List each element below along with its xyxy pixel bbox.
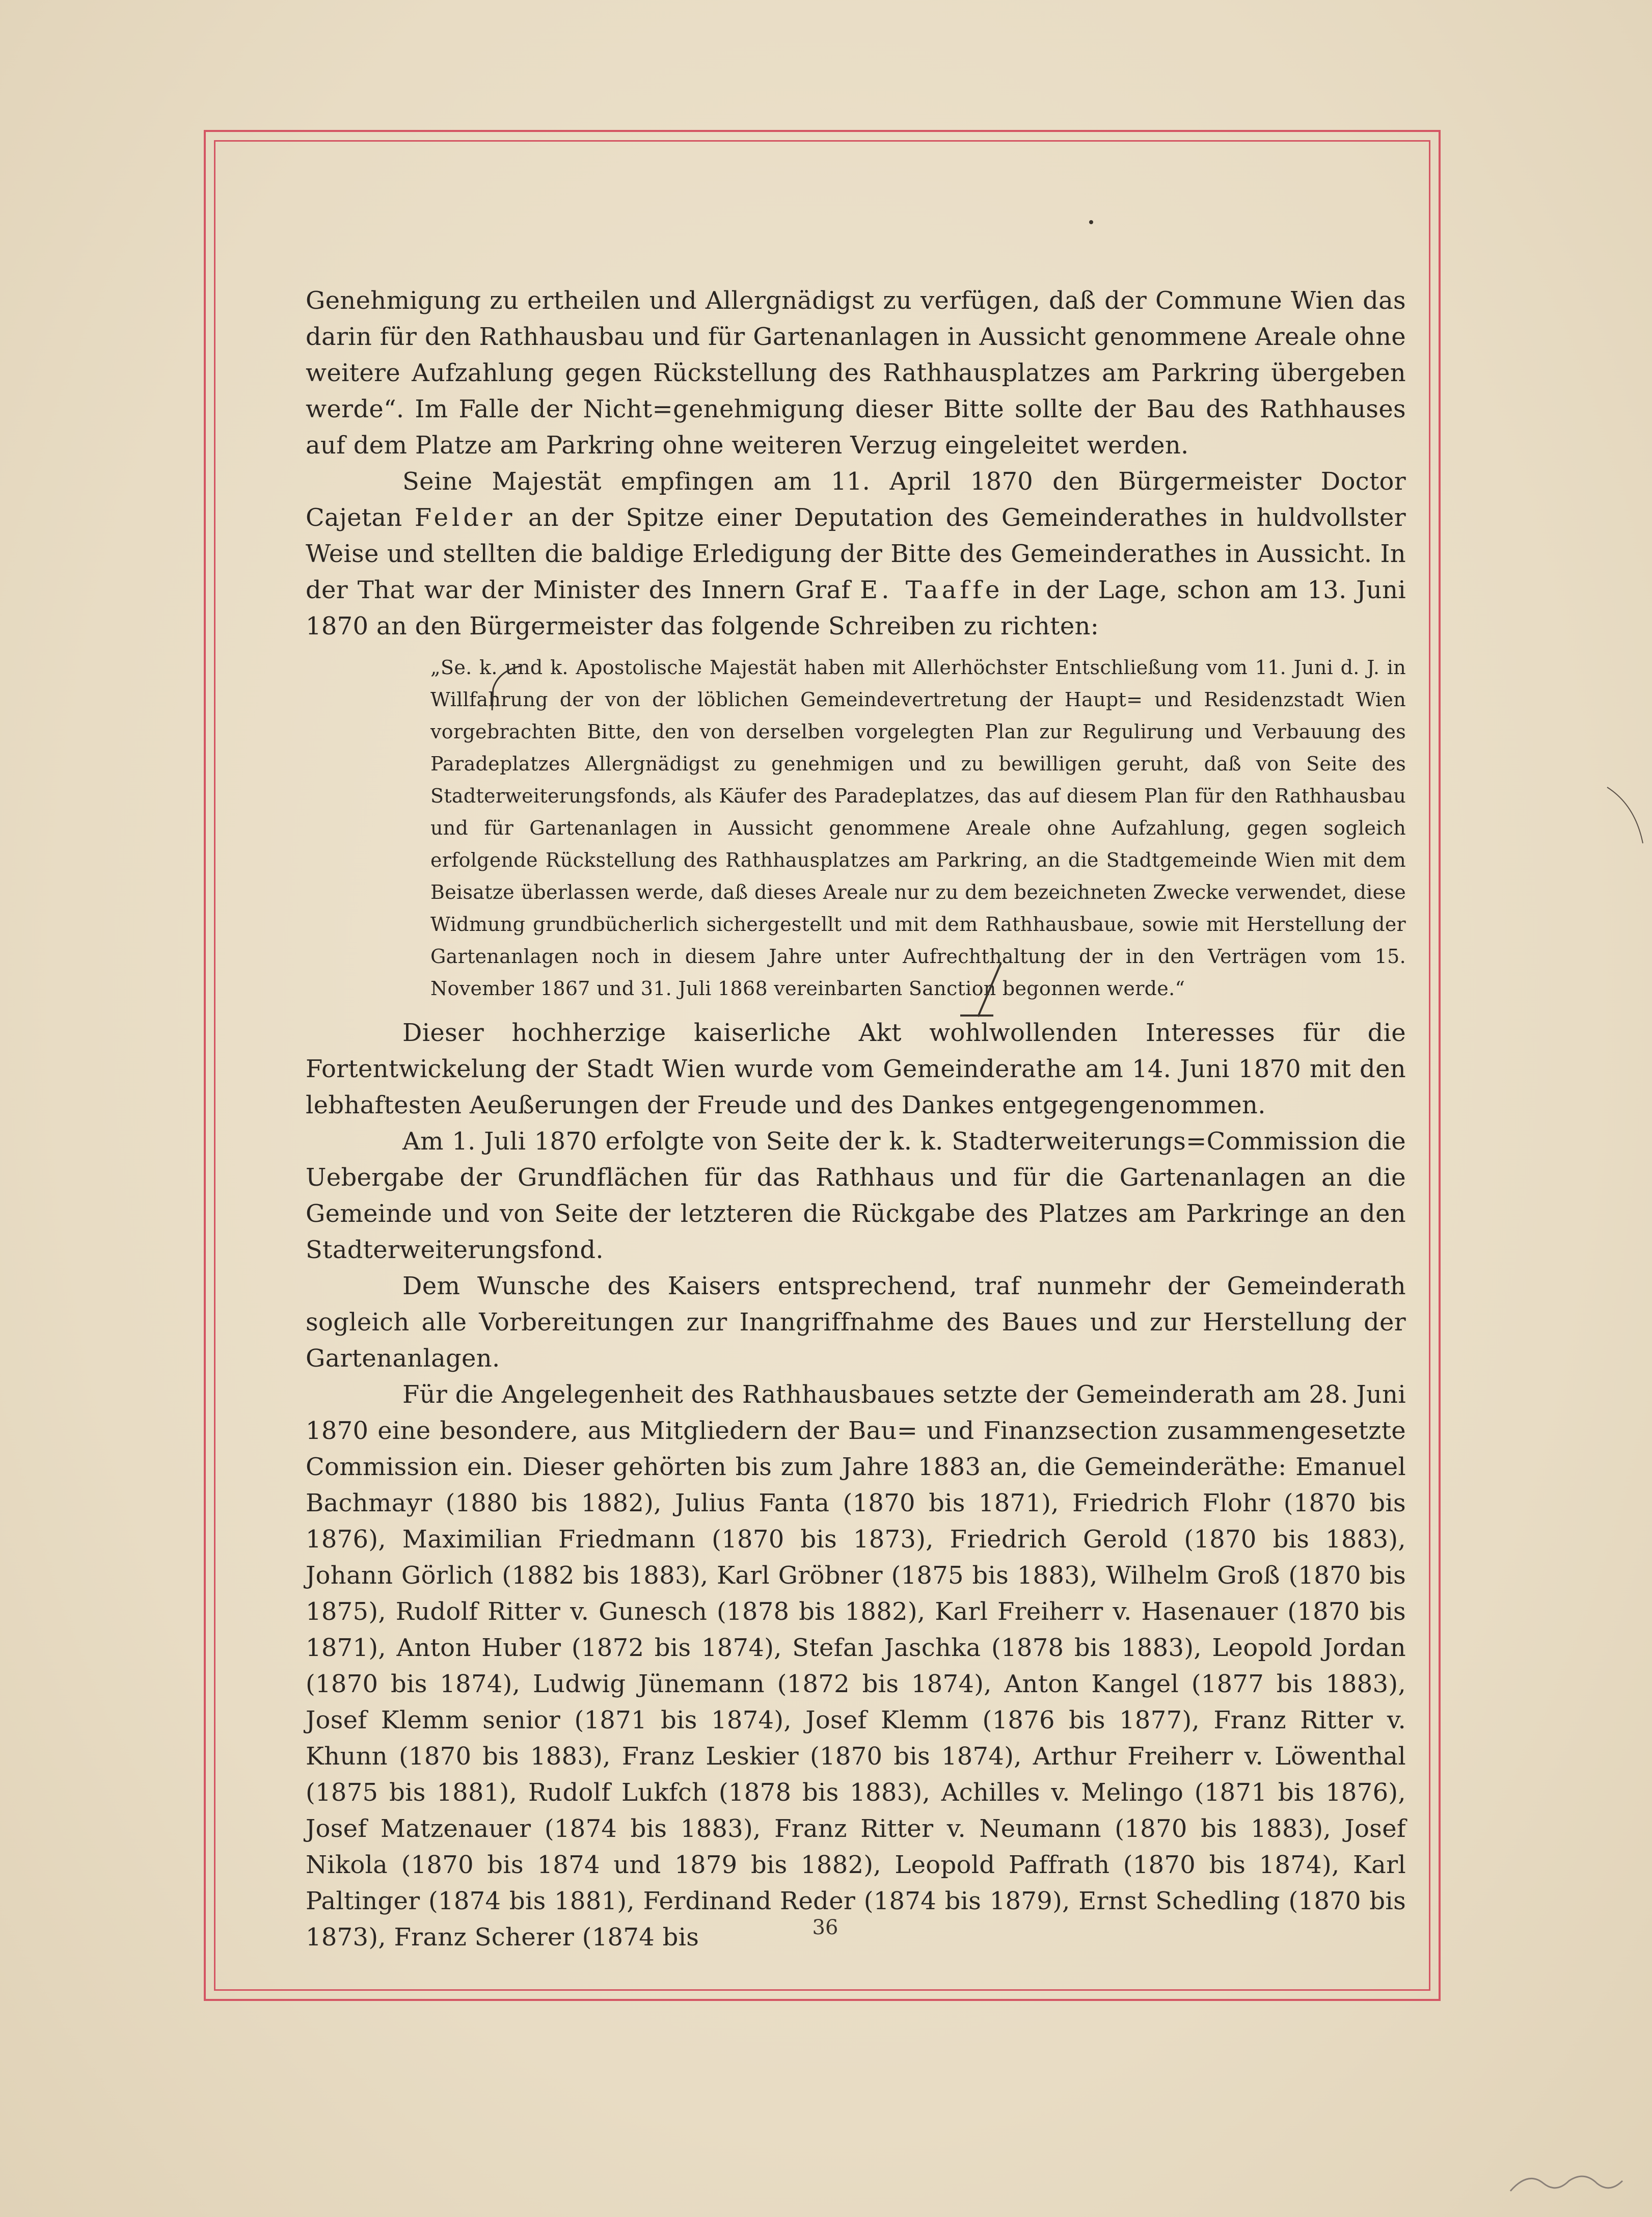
name-felder: Felder — [414, 503, 516, 532]
paragraph-2 — [306, 464, 1406, 645]
paragraph-5: Dem Wunsche des Kaisers entsprechend, traf nunmehr der Gemeinderath sogleich alle Vorbereitungen zur Inangriffnahme des Baues und zur Herstellung der Gartenanlagen. — [306, 1272, 1406, 1373]
paragraph-6: Für die Angelegenheit des Rathhausbaues setzte der Gemeinderath am 28. Juni 1870 eine besondere, aus Mitgliedern der Bau= und Finanzsection zusammengesetzte Commission ein. Dieser gehörten bis zum Jahre 1883 an, die Gemeinderäthe: Emanuel Bachmayr (1880 bis 1882), Julius Fanta (1870 bis 1871), Friedrich Flohr (1870 bis 1876), Maximilian Friedmann (1870 bis 1873), Friedrich Gerold (1870 bis 1883), Johann Görlich (1882 bis 1883), Karl Gröbner (1875 bis 1883), Wilhelm Groß (1870 bis 1875), Rudolf Ritter v. Gunesch (1878 bis 1882), Karl Freiherr v. Hasenauer (1870 bis 1871), Anton Huber (1872 bis 1874), Stefan Jaschka (1878 bis 1883), Leopold Jordan (1870 bis 1874), Ludwig Jünemann (1872 bis 1874), Anton Kangel (1877 bis 1883), Josef Klemm senior (1871 bis 1874), Josef Klemm (1876 bis 1877), Franz Ritter v. Khunn (1870 bis 1883), Franz Leskier (1870 bis 1874), Arthur Freiherr v. Löwenthal (1875 bis 1881), Rudolf Lukfch (1878 bis 1883), Achilles v. Melingo (1871 bis 1876), Josef Matzenauer (1874 bis 1883), Franz Ritter v. Neumann (1870 bis 1883), Josef Nikola (1870 bis 1874 und 1879 bis 1882), Leopold Paffrath (1870 bis 1874), Karl Paltinger (1874 bis 1881), Ferdinand Reder (1874 bis 1879), Ernst Schedling (1870 bis 1873), Franz Scherer (1874 bis — [306, 1380, 1406, 1952]
paragraph-4: Am 1. Juli 1870 erfolgte von Seite der k. k. Stadterweiterungs=Commission die Uebergabe der Grundflächen für das Rathhaus und für die Gartenanlagen an die Gemeinde und von Seite der letzteren die Rückgabe des Platzes am Parkringe an den Stadterweiterungsfond. — [306, 1127, 1406, 1264]
paragraph-2-part-e: in der Lage, schon am 13. Juni 1870 an den Bürgermeister das folgende Schreiben zu richten: — [306, 576, 1406, 640]
quote-close-pencil-mark — [958, 960, 1019, 1022]
paragraph-2-part-c: an der Spitze einer Deputation des Gemeinderathes in huldvollster Weise und stellten die baldige Erledigung der Bitte des Gemeinderathes in Aussicht. In der That war der Minister des Innern Graf — [306, 503, 1406, 604]
page-number: 36 — [812, 1916, 838, 1939]
quoted-letter — [306, 652, 1406, 1005]
margin-pencil-mark — [1605, 785, 1650, 846]
paragraph-1: Genehmigung zu ertheilen und Allergnädigst zu verfügen, daß der Commune Wien das darin für den Rathhausbau und für Gartenanlagen in Aussicht genommene Areale ohne weitere Aufzahlung gegen Rückstellung des Rathhausplatzes am Parkring übergeben werde“. Im Falle der Nicht=genehmigung dieser Bitte sollte der Bau des Rathhauses auf dem Platze am Parkring ohne weiteren Verzug eingeleitet werden. — [306, 286, 1406, 460]
paragraph-3: Dieser hochherzige kaiserliche Akt wohlwollenden Interesses für die Fortentwickelung der Stadt Wien wurde vom Gemeinderathe am 14. Juni 1870 mit den lebhaftesten Aeußerungen der Freude und des Dankes entgegengenommen. — [306, 1019, 1406, 1119]
quoted-letter-text: „Se. k. und k. Apostolische Majestät haben mit Allerhöchster Entschließung vom 11. Juni d. J. in Willfahrung der von der löblichen Gemeindevertretung der Haupt= und Residenzstadt Wien vorgebrachten Bitte, den von derselben vorgelegten Plan zur Regulirung und Verbauung des Paradeplatzes Allergnädigst zu genehmigen und zu bewilligen geruht, daß von Seite des Stadterweiterungsfonds, als Käufer des Paradeplatzes, das auf diesem Plan für den Rathhausbau und für Gartenanlagen in Aussicht genommene Areale ohne Aufzahlung, gegen sogleich erfolgende Rückstellung des Rathhausplatzes am Parkring, an die Stadtgemeinde Wien mit dem Beisatze überlassen werde, daß dieses Areale nur zu dem bezeichneten Zwecke verwendet, diese Widmung grundbücherlich sichergestellt und mit dem Rathhausbaue, sowie mit Herstellung der Gartenanlagen noch in diesem Jahre unter Aufrechthaltung der in den Verträgen vom 15. November 1867 und 31. Juli 1868 vereinbarten Sanction begonnen werde.“ — [430, 656, 1406, 1000]
main-text-block — [306, 283, 1406, 1956]
ink-dot — [1089, 220, 1093, 224]
pencil-scribble — [1508, 2166, 1625, 2201]
name-taaffe: E. Taaffe — [860, 576, 1004, 604]
quote-open-pencil-mark — [483, 663, 529, 712]
paragraph-2-part-a: Seine Majestät empfingen am 11. April 1870 den Bürgermeister Doctor Cajetan — [306, 467, 1406, 532]
